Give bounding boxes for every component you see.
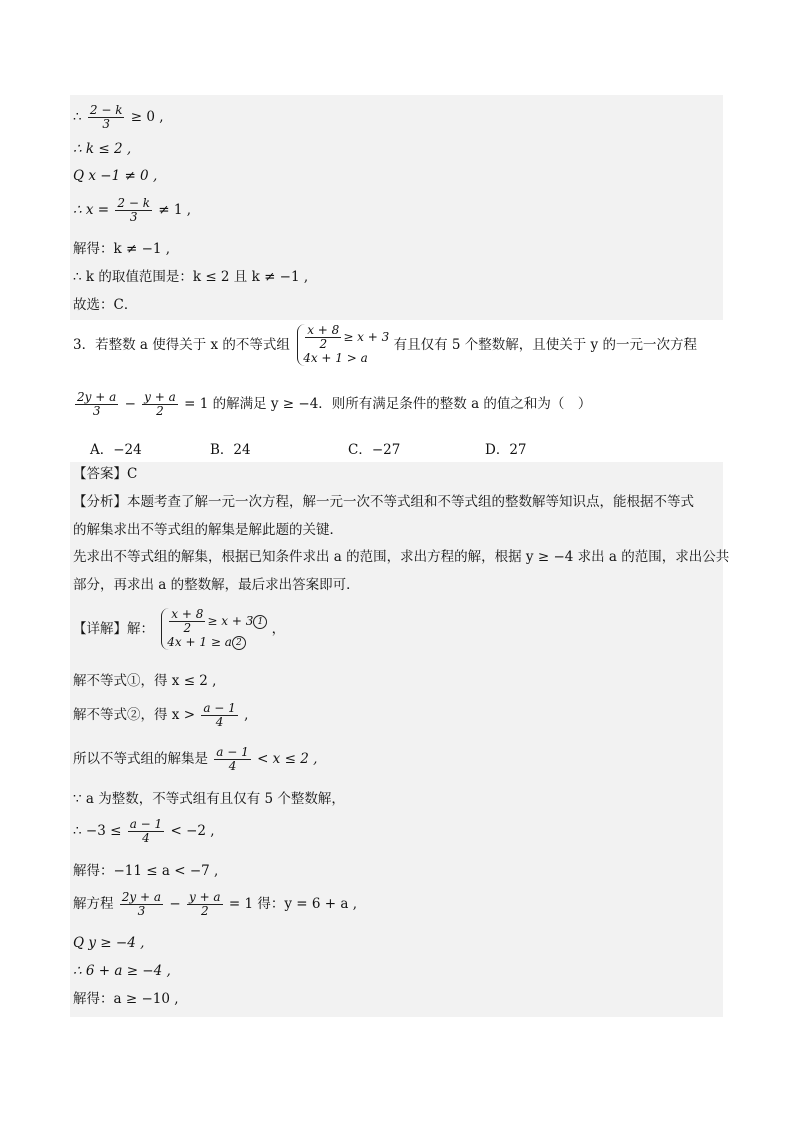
option-a: A．−24 bbox=[90, 442, 142, 458]
step-line: ∴ 6 + a ≥ −4 , bbox=[73, 963, 171, 979]
step-line: 解得：−11 ≤ a < −7 , bbox=[73, 863, 219, 879]
step-line: Q y ≥ −4 , bbox=[73, 935, 145, 951]
analysis-line: 部分，再求出 a 的整数解，最后求出答案即可． bbox=[73, 577, 360, 593]
step-line: ∵ a 为整数，不等式组有且仅有 5 个整数解， bbox=[73, 791, 345, 807]
step-line: 解得：k ≠ −1 , bbox=[73, 241, 171, 257]
analysis-line: 先求出不等式组的解集，根据已知条件求出 a 的范围，求出方程的解，根据 y ≥ −4 求出 a 的范围，求出公共 bbox=[73, 549, 730, 565]
inequality-system: $\frac{x + 8}{2}$ ≥ x + 3 4x + 1 > a bbox=[297, 324, 389, 366]
option-d: D．27 bbox=[485, 442, 527, 458]
step-line: 所以不等式组的解集是 $\frac{a - 1}{4}$ < x ≤ 2 , bbox=[73, 745, 318, 773]
step-line: ∴ k 的取值范围是：k ≤ 2 且 k ≠ −1 , bbox=[73, 269, 309, 285]
answer-line: 【答案】C bbox=[73, 466, 138, 482]
step-line: 解方程 $\frac{2y + a}{3}$ − $\frac{y + a}{2}$ = 1 得：y = 6 + a , bbox=[73, 890, 358, 918]
detail-line: 【详解】解： $\frac{x + 8}{2}$ ≥ x + 3 1 4x + 1 ≥ a 2 ， bbox=[73, 607, 286, 649]
question-stem: 3．若整数 a 使得关于 x 的不等式组 $\frac{x + 8}{2}$ ≥ x + 3 4x + 1 > a 有且仅有 5 个整数解，且使关于 y 的一元一次方程 bbox=[73, 323, 697, 365]
step-line: Q x −1 ≠ 0 , bbox=[73, 168, 158, 184]
solution-block-answer bbox=[70, 462, 723, 1017]
analysis-line: 【分析】本题考查了解一元一次方程，解一元一次不等式组和不等式组的整数解等知识点，能根据不等式 bbox=[73, 494, 694, 510]
inequality-system: $\frac{x + 8}{2}$ ≥ x + 3 1 4x + 1 ≥ a 2 bbox=[161, 608, 267, 650]
question-stem-line2: $\frac{2y + a}{3}$ − $\frac{y + a}{2}$ = 1 的解满足 y ≥ −4．则所有满足条件的整数 a 的值之和为（ ） bbox=[77, 390, 592, 418]
option-c: C．−27 bbox=[348, 442, 401, 458]
step-line: ∴ k ≤ 2 , bbox=[73, 141, 132, 157]
step-line: ∴ −3 ≤ $\frac{a - 1}{4}$ < −2 , bbox=[73, 817, 215, 845]
step-line: 解不等式①，得 x ≤ 2 , bbox=[73, 673, 217, 689]
step-line: ∴ x = $\frac{2 - k}{3}$ ≠ 1 , bbox=[73, 196, 192, 224]
step-line: 解不等式②，得 x > $\frac{a - 1}{4}$ , bbox=[73, 701, 249, 729]
option-b: B．24 bbox=[210, 442, 251, 458]
step-line: 解得：a ≥ −10 , bbox=[73, 991, 179, 1007]
step-line: 故选：C． bbox=[73, 297, 138, 313]
analysis-line: 的解集求出不等式组的解集是解此题的关键． bbox=[73, 522, 343, 538]
step-line: ∴ $\frac{2 - k}{3}$ ≥ 0 , bbox=[73, 103, 164, 131]
